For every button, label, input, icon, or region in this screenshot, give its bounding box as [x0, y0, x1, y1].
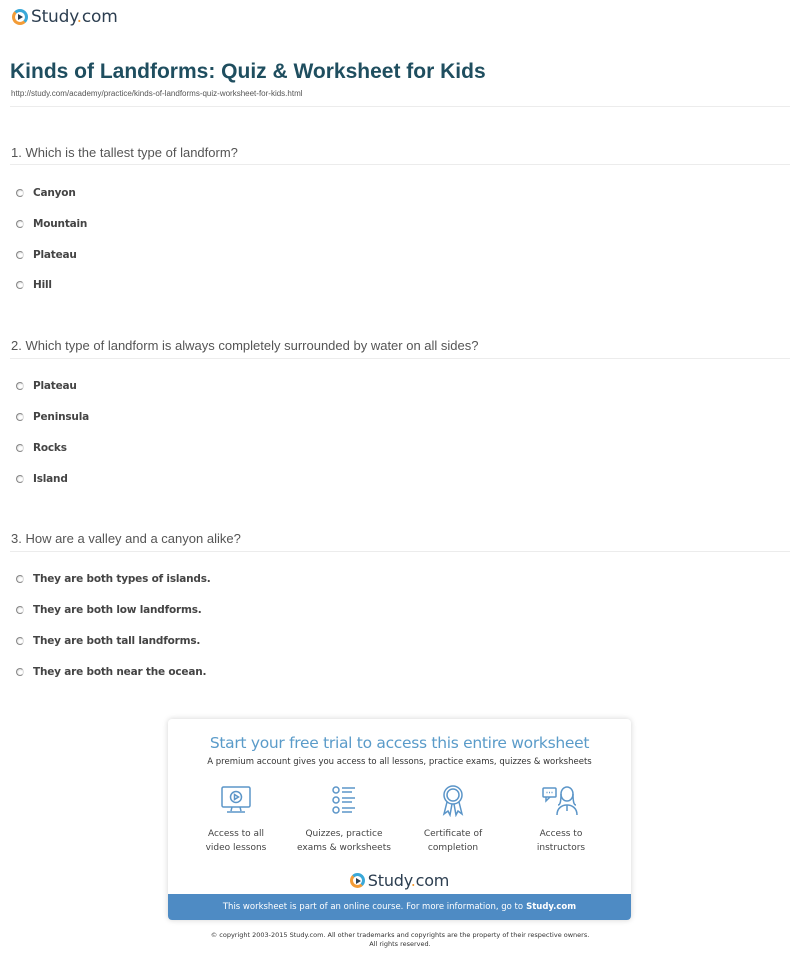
play-logo-icon: [350, 873, 365, 888]
feature-label: Access to instructors: [536, 829, 586, 853]
logo-tld: com: [81, 7, 118, 27]
feature-quizzes: [289, 783, 399, 855]
copyright-notice: © copyright 2003-2015 Study.com. All other trademarks and copyrights are the property of their respective owners. All rights reserved.: [210, 931, 590, 948]
feature-instructors: [506, 783, 616, 855]
feature-label: Quizzes, practice exams & worksheets: [297, 829, 391, 853]
radio-button-icon[interactable]: [16, 382, 24, 390]
question-3: 3. How are a valley and a canyon alike?: [11, 531, 241, 546]
answer-option[interactable]: [16, 218, 87, 230]
play-logo-icon: [12, 9, 28, 25]
feature-label: Certificate of completion: [423, 829, 483, 853]
logo-wordmark: Study.com: [367, 871, 450, 890]
option-label: They are both low landforms.: [33, 604, 202, 616]
option-label: Hill: [33, 279, 52, 291]
feature-video-lessons: [181, 783, 291, 855]
option-label: Plateau: [33, 249, 77, 261]
answer-option[interactable]: [16, 380, 77, 392]
divider: [10, 551, 790, 552]
option-label: Mountain: [33, 218, 88, 230]
radio-button-icon[interactable]: [16, 475, 24, 483]
radio-button-icon[interactable]: [16, 606, 24, 614]
option-label: They are both types of islands.: [33, 573, 211, 585]
feature-label: Access to all video lessons: [205, 829, 267, 853]
certificate-ribbon-icon: [436, 783, 470, 817]
free-trial-promo[interactable]: [168, 719, 631, 920]
option-label: Canyon: [33, 187, 76, 199]
radio-button-icon[interactable]: [16, 668, 24, 676]
radio-button-icon[interactable]: [16, 413, 24, 421]
radio-button-icon[interactable]: [16, 444, 24, 452]
course-info-text: This worksheet is part of an online course. For more information, go to: [222, 902, 524, 912]
quiz-list-icon: [327, 783, 361, 817]
course-info-bar[interactable]: [168, 894, 631, 920]
radio-button-icon[interactable]: [16, 637, 24, 645]
answer-option[interactable]: [16, 573, 211, 585]
option-label: They are both tall landforms.: [33, 635, 201, 647]
answer-option[interactable]: [16, 604, 202, 616]
promo-study-logo[interactable]: [168, 871, 631, 890]
radio-button-icon[interactable]: [16, 281, 24, 289]
radio-button-icon[interactable]: [16, 575, 24, 583]
radio-button-icon[interactable]: [16, 189, 24, 197]
answer-option[interactable]: [16, 473, 68, 485]
instructor-chat-icon: [541, 783, 581, 817]
answer-option[interactable]: [16, 411, 89, 423]
divider: [10, 106, 790, 107]
logo-dot: .: [76, 7, 82, 27]
question-1: 1. Which is the tallest type of landform?: [11, 145, 238, 160]
option-label: Peninsula: [33, 411, 89, 423]
video-monitor-icon: [219, 783, 253, 817]
page-title: Kinds of Landforms: Quiz & Worksheet for Kids: [10, 60, 486, 83]
answer-option[interactable]: [16, 187, 76, 199]
radio-button-icon[interactable]: [16, 251, 24, 259]
option-label: They are both near the ocean.: [33, 666, 207, 678]
divider: [10, 164, 790, 165]
divider: [10, 358, 790, 359]
answer-option[interactable]: [16, 635, 200, 647]
answer-option[interactable]: [16, 442, 67, 454]
promo-subheading: A premium account gives you access to all lessons, practice exams, quizzes & worksheets: [207, 757, 592, 767]
option-label: Island: [33, 473, 68, 485]
radio-button-icon[interactable]: [16, 220, 24, 228]
study-logo[interactable]: [12, 7, 118, 27]
option-label: Rocks: [33, 442, 67, 454]
answer-option[interactable]: [16, 279, 52, 291]
logo-brand: Study: [31, 7, 77, 27]
feature-certificate: [398, 783, 508, 855]
answer-option[interactable]: [16, 666, 206, 678]
page-url-link[interactable]: http://study.com/academy/practice/kinds-of-landforms-quiz-worksheet-for-kids.html: [11, 89, 303, 98]
logo-wordmark: [31, 7, 118, 27]
answer-option[interactable]: [16, 249, 77, 261]
option-label: Plateau: [33, 380, 77, 392]
question-2: 2. Which type of landform is always completely surrounded by water on all sides?: [11, 338, 479, 353]
promo-heading: Start your free trial to access this entire worksheet: [209, 734, 590, 752]
study-link[interactable]: Study.com: [526, 902, 577, 912]
